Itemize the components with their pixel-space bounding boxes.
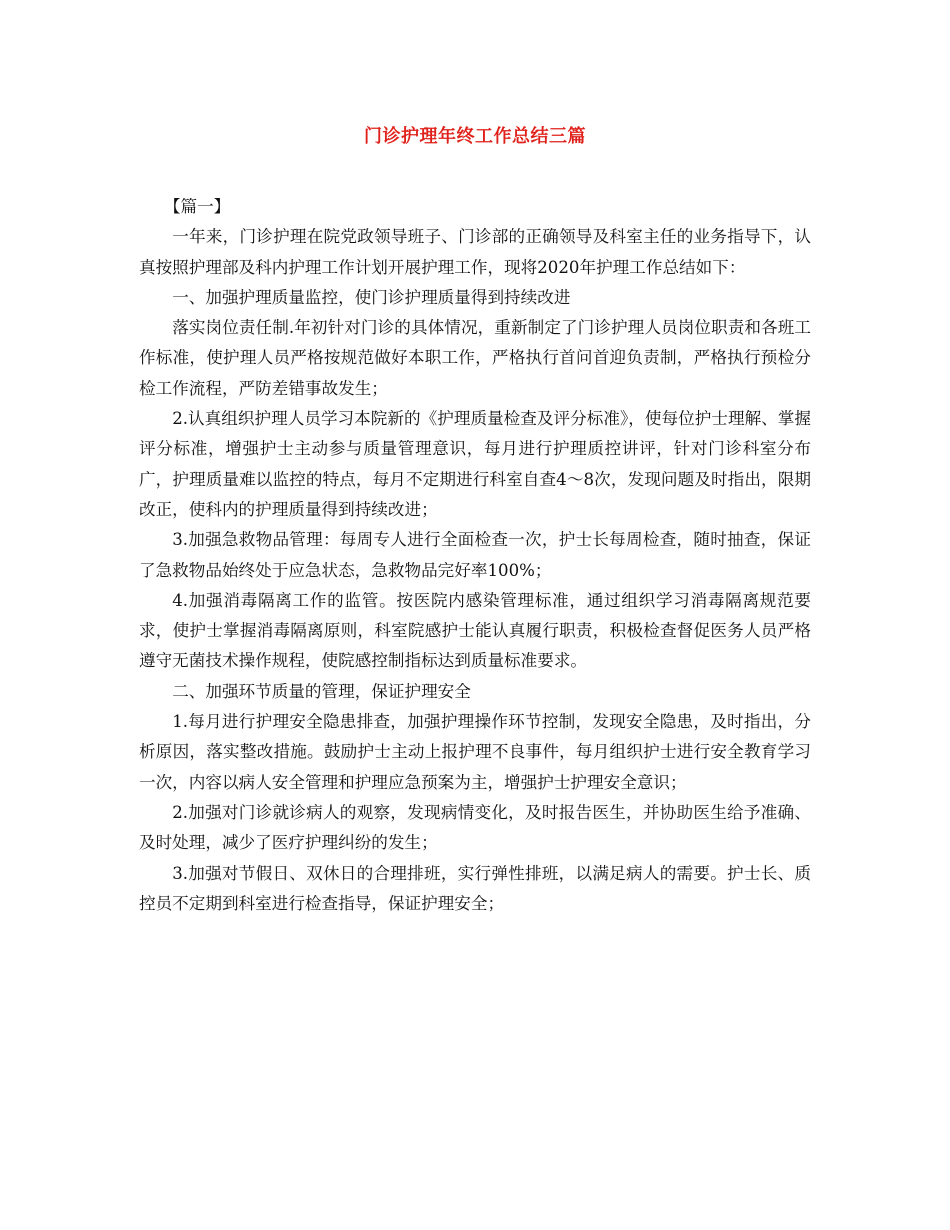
section-tag: 【篇一】 [163,197,231,216]
section-heading-2: 二、加强环节质量的管理，保证护理安全 [172,681,471,701]
paragraph-item: 4.加强消毒隔离工作的监管。按医院内感染管理标准，通过组织学习消毒隔离规范要求，使护士掌握消毒隔离原则，科室院感护士能认真履行职责，积极检查督促医务人员严格遵守无菌技术操作规程，使院感控制指标达到质量标准要求。 [139,590,811,671]
document-title: 门诊护理年终工作总结三篇 [364,126,586,147]
paragraph-item: 3.加强对节假日、双休日的合理排班，实行弹性排班，以满足病人的需要。护士长、质控员不定期到科室进行检查指导，保证护理安全； [139,863,811,913]
document-body [139,192,811,919]
paragraph-item: 3.加强急救物品管理：每周专人进行全面检查一次，护士长每周检查，随时抽查，保证了急救物品始终处于应急状态，急救物品完好率100%； [139,530,811,580]
paragraph-item: 2.认真组织护理人员学习本院新的《护理质量检查及评分标准》，使每位护士理解、掌握评分标准，增强护士主动参与质量管理意识，每月进行护理质控讲评，针对门诊科室分布广，护理质量难以监控的特点，每月不定期进行科室自查4～8次，发现问题及时指出，限期改正，使科内的护理质量得到持续改进； [139,409,811,519]
section-heading-1: 一、加强护理质量监控，使门诊护理质量得到持续改进 [172,287,571,307]
paragraph-item: 1.每月进行护理安全隐患排查，加强护理操作环节控制，发现安全隐患，及时指出，分析原因，落实整改措施。鼓励护士主动上报护理不良事件，每月组织护士进行安全教育学习一次，内容以病人安全管理和护理应急预案为主，增强护士护理安全意识； [139,712,811,792]
paragraph-item: 2.加强对门诊就诊病人的观察，发现病情变化，及时报告医生，并协助医生给予准确、及时处理，减少了医疗护理纠纷的发生； [139,802,811,853]
paragraph-intro: 一年来，门诊护理在院党政领导班子、门诊部的正确领导及科室主任的业务指导下，认真按照护理部及科内护理工作计划开展护理工作，现将2020年护理工作总结如下： [139,227,811,277]
paragraph-item: 落实岗位责任制.年初针对门诊的具体情况，重新制定了门诊护理人员岗位职责和各班工作标准，使护理人员严格按规范做好本职工作，严格执行首问首迎负责制，严格执行预检分检工作流程，严防差错事故发生； [139,318,811,398]
